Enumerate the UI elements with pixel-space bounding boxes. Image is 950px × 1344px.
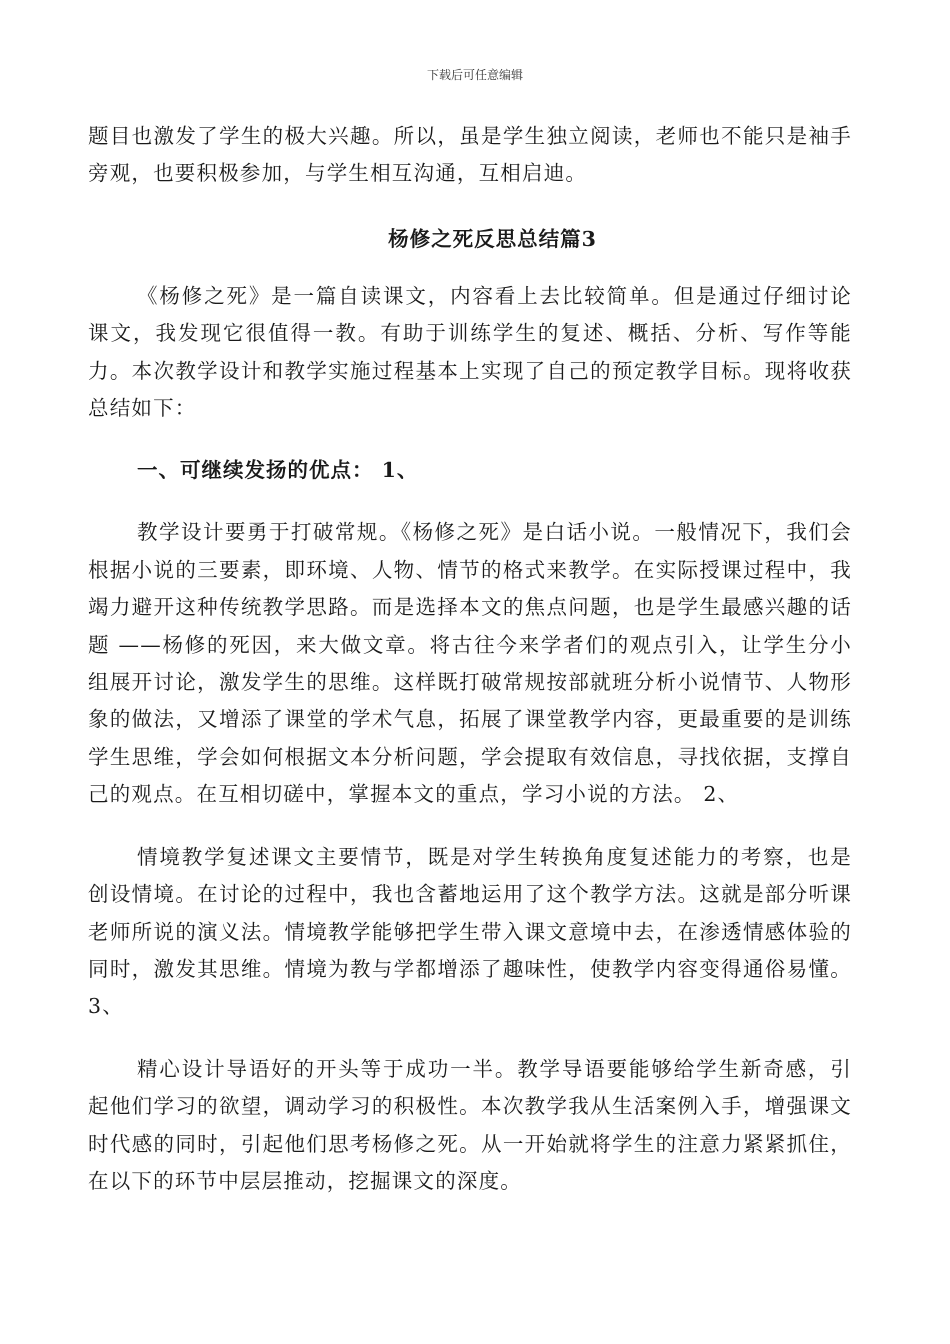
section-heading: 一、可继续发扬的优点： 1、 [137,458,419,483]
document-body [88,118,852,1200]
intro-paragraph: 题目也激发了学生的极大兴趣。所以，虽是学生独立阅读，老师也不能只是袖手旁观，也要积极参加，与学生相互沟通，互相启迪。 [88,124,852,186]
paragraph-3: 情境教学复述课文主要情节，既是对学生转换角度复述能力的考察，也是创设情境。在讨论的过程中，我也含蓄地运用了这个教学方法。这就是部分听课老师所说的演义法。情境教学能够把学生带入课文意境中去，在渗透情感体验的同时，激发其思维。情境为教与学都增添了趣味性，使教学内容变得通俗易懂。 3、 [88,844,852,1019]
header-note: 下载后可任意编辑 [426,68,523,82]
paragraph-1: 《杨修之死》是一篇自读课文，内容看上去比较简单。但是通过仔细讨论课文，我发现它很值得一教。有助于训练学生的复述、概括、分析、写作等能力。本次教学设计和教学实施过程基本上实现了自己的预定教学目标。现将收获总结如下： [88,283,852,421]
paragraph-2: 教学设计要勇于打破常规。《杨修之死》是白话小说。一般情况下，我们会根据小说的三要素，即环境、人物、情节的格式来教学。在实际授课过程中，我竭力避开这种传统教学思路。而是选择本文的焦点问题，也是学生最感兴趣的话题 ——杨修的死因，来大做文章。将古往今来学者们的观点引入，让学生分小组展开讨论，激发学生的思维。这样既打破常规按部就班分析小说情节、人物形象的做法，又增添了课堂的学术气息，拓展了课堂教学内容，更最重要的是训练学生思维，学会如何根据文本分析问题，学会提取有效信息，寻找依据，支撑自己的观点。在互相切磋中，掌握本文的重点，学习小说的方法。 2、 [88,520,852,807]
section-title: 杨修之死反思总结篇3 [388,226,597,251]
paragraph-4: 精心设计导语好的开头等于成功一半。教学导语要能够给学生新奇感，引起他们学习的欲望，调动学习的积极性。本次教学我从生活案例入手，增强课文时代感的同时，引起他们思考杨修之死。从一开始就将学生的注意力紧紧抓住，在以下的环节中层层推动，挖掘课文的深度。 [88,1056,852,1193]
